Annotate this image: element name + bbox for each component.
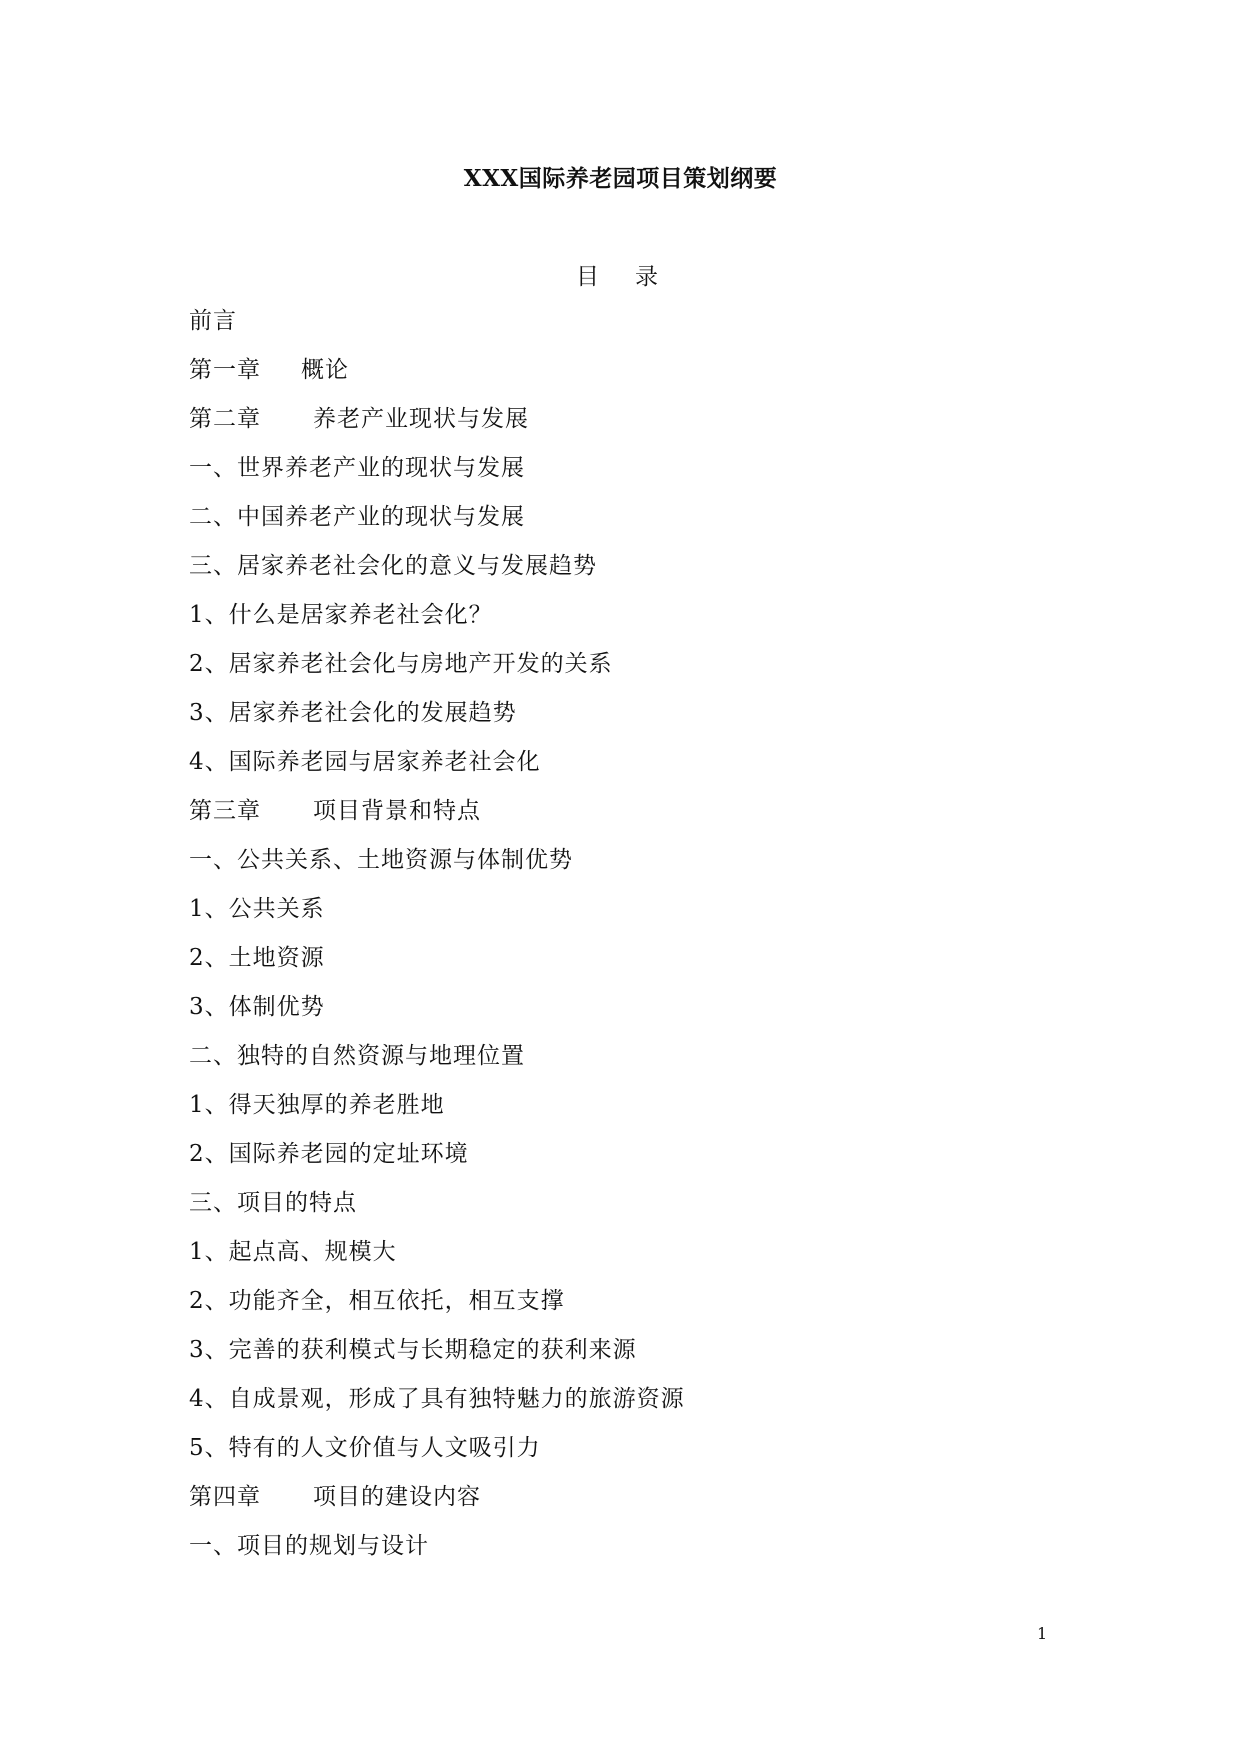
toc-entry [189,645,685,694]
toc-entry [189,743,685,792]
toc-entry-label: 3、体制优势 [189,994,325,1020]
toc-entry [189,547,685,596]
toc-entry [189,890,685,939]
toc-entry [189,1429,685,1478]
toc-entry [189,498,685,547]
toc-entry [189,1233,685,1282]
toc-entry-label: 2、土地资源 [189,945,325,971]
toc-entry-label: 养老产业现状与发展 [313,406,529,432]
toc-entry-label: 1、得天独厚的养老胜地 [189,1092,445,1118]
toc-entry [189,351,685,400]
toc-entry [189,302,685,351]
toc-entry [189,841,685,890]
toc-entry [189,988,685,1037]
toc-entry-label: 2、居家养老社会化与房地产开发的关系 [189,651,613,677]
toc-entry-label: 一、世界养老产业的现状与发展 [189,455,525,481]
toc-entry-label: 概论 [301,357,349,383]
toc-entry [189,1037,685,1086]
toc-entry-label: 二、中国养老产业的现状与发展 [189,504,525,530]
toc-entry [189,939,685,988]
toc-entry-label: 三、居家养老社会化的意义与发展趋势 [189,553,597,579]
toc-entry [189,694,685,743]
toc-entry-label: 4、自成景观，形成了具有独特魅力的旅游资源 [189,1386,685,1412]
toc-entry [189,596,685,645]
toc-entry [189,1282,685,1331]
toc-entry [189,792,685,841]
toc-entry-label: 项目的建设内容 [313,1484,481,1510]
toc-entry-label: 前言 [189,308,237,334]
toc-entry-label: 3、完善的获利模式与长期稳定的获利来源 [189,1337,637,1363]
toc-entry-label: 项目背景和特点 [313,798,481,824]
toc-entry-label: 1、什么是居家养老社会化？ [189,602,493,628]
toc-entry-label: 2、功能齐全，相互依托，相互支撑 [189,1288,565,1314]
toc-entry-label: 1、公共关系 [189,896,325,922]
toc-chapter-number: 第三章 [189,798,261,824]
toc-chapter-number: 第四章 [189,1484,261,1510]
document-title: XXX国际养老园项目策划纲要 [463,165,778,192]
toc-entry [189,1527,685,1576]
page-number: 1 [1037,1624,1048,1643]
toc-entry [189,1478,685,1527]
toc-heading: 目录 [576,264,694,290]
toc-entry [189,1380,685,1429]
toc-entry [189,449,685,498]
toc-entry-label: 1、起点高、规模大 [189,1239,397,1265]
toc-entry [189,1086,685,1135]
toc-entry-label: 4、国际养老园与居家养老社会化 [189,749,541,775]
toc-entry-label: 三、项目的特点 [189,1190,357,1216]
toc-entry [189,1184,685,1233]
toc-chapter-number: 第二章 [189,406,261,432]
toc-entry-label: 一、公共关系、土地资源与体制优势 [189,847,573,873]
toc-entry-label: 2、国际养老园的定址环境 [189,1141,469,1167]
toc-entry [189,1331,685,1380]
toc-entry-label: 3、居家养老社会化的发展趋势 [189,700,517,726]
toc-entry [189,400,685,449]
table-of-contents [189,302,685,1576]
toc-chapter-number: 第一章 [189,357,261,383]
toc-entry [189,1135,685,1184]
toc-entry-label: 二、独特的自然资源与地理位置 [189,1043,525,1069]
toc-entry-label: 一、项目的规划与设计 [189,1533,429,1559]
toc-entry-label: 5、特有的人文价值与人文吸引力 [189,1435,541,1461]
